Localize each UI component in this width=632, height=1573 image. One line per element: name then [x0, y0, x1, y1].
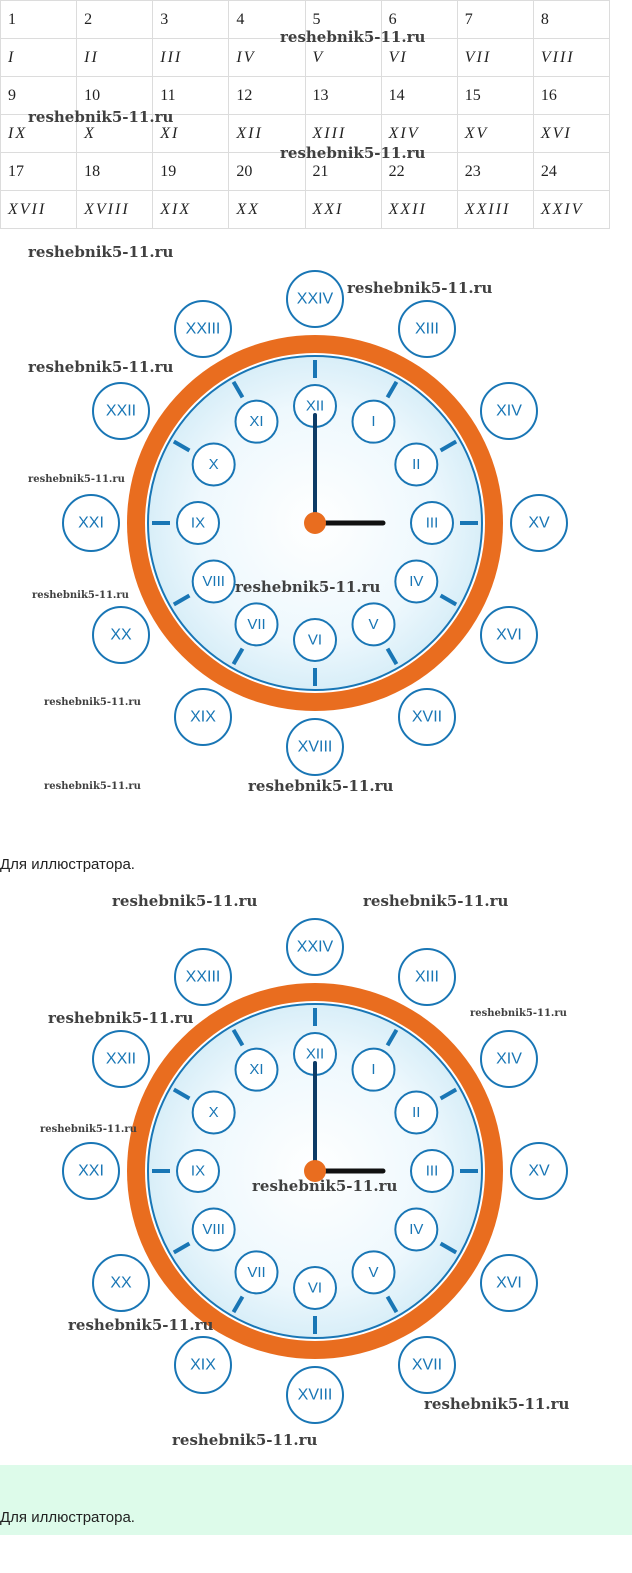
- table-cell: 11: [153, 77, 229, 115]
- table-cell: XIII: [305, 115, 381, 153]
- outer-numeral-label: XV: [528, 1162, 550, 1180]
- table-cell: V: [305, 39, 381, 77]
- watermark: reshebnik5-11.ru: [28, 358, 174, 376]
- table-cell: XXII: [381, 191, 457, 229]
- outer-numeral-label: XXI: [78, 514, 104, 532]
- table-cell: I: [1, 39, 77, 77]
- table-cell: XVI: [533, 115, 609, 153]
- inner-numeral-label: IX: [190, 514, 206, 532]
- watermark: reshebnik5-11.ru: [68, 1316, 214, 1334]
- inner-numeral-label: IV: [409, 1221, 424, 1238]
- outer-numeral-label: XXIV: [296, 290, 334, 308]
- table-cell: XVII: [1, 191, 77, 229]
- table-cell: XX: [229, 191, 305, 229]
- outer-numeral-label: XV: [528, 514, 550, 532]
- inner-numeral-label: X: [208, 1104, 219, 1121]
- table-row-roman: [1, 191, 610, 229]
- outer-numeral-label: XXII: [105, 1050, 137, 1068]
- outer-numeral-label: XVI: [496, 626, 522, 644]
- watermark: reshebnik5-11.ru: [44, 697, 141, 708]
- inner-numeral-label: VIII: [202, 573, 225, 590]
- outer-numeral-label: XX: [110, 1274, 132, 1292]
- table-cell: 20: [229, 153, 305, 191]
- inner-numeral-label: XI: [249, 413, 264, 431]
- table-cell: VI: [381, 39, 457, 77]
- table-cell: III: [153, 39, 229, 77]
- outer-numeral-label: XXI: [78, 1162, 104, 1180]
- inner-numeral-label: III: [425, 1162, 439, 1180]
- inner-numeral-label: VI: [307, 631, 323, 649]
- inner-numeral-label: V: [368, 615, 379, 633]
- table-cell: XIV: [381, 115, 457, 153]
- table-cell: 14: [381, 77, 457, 115]
- outer-numeral-label: XVIII: [297, 738, 333, 756]
- watermark: reshebnik5-11.ru: [424, 1395, 570, 1413]
- watermark: reshebnik5-11.ru: [248, 777, 394, 795]
- watermark: reshebnik5-11.ru: [280, 144, 426, 162]
- inner-numeral-label: XII: [305, 397, 325, 415]
- table-cell: 2: [77, 1, 153, 39]
- inner-numeral-label: VIII: [202, 1221, 225, 1238]
- watermark: reshebnik5-11.ru: [28, 108, 174, 126]
- table-cell: 13: [305, 77, 381, 115]
- outer-numeral-label: XXII: [105, 402, 137, 420]
- outer-numeral-label: XIII: [414, 320, 440, 338]
- outer-numeral-label: XVIII: [297, 1386, 333, 1404]
- inner-numeral-label: IV: [409, 573, 424, 590]
- table-cell: IV: [229, 39, 305, 77]
- watermark: reshebnik5-11.ru: [470, 1008, 567, 1019]
- table-cell: 18: [77, 153, 153, 191]
- watermark: reshebnik5-11.ru: [44, 781, 141, 792]
- outer-numeral-label: XVII: [411, 708, 443, 726]
- table-cell: 9: [1, 77, 77, 115]
- table-cell: 5: [305, 1, 381, 39]
- outer-numeral-label: XVII: [411, 1356, 443, 1374]
- inner-numeral-label: I: [371, 1061, 376, 1079]
- clock-center-pin: [304, 512, 326, 534]
- watermark: reshebnik5-11.ru: [347, 279, 493, 297]
- watermark: reshebnik5-11.ru: [363, 892, 509, 910]
- clock-face-svg: [40, 243, 600, 803]
- table-cell: XXIII: [457, 191, 533, 229]
- inner-numeral-label: XI: [249, 1061, 264, 1079]
- inner-numeral-label: X: [208, 456, 219, 473]
- inner-numeral-label: VII: [247, 615, 266, 633]
- outer-numeral-label: XIII: [414, 968, 440, 986]
- table-cell: VII: [457, 39, 533, 77]
- inner-numeral-label: XII: [305, 1045, 325, 1063]
- table-cell: XXI: [305, 191, 381, 229]
- table-cell: 7: [457, 1, 533, 39]
- watermark: reshebnik5-11.ru: [28, 474, 125, 485]
- watermark: reshebnik5-11.ru: [48, 1009, 194, 1027]
- inner-numeral-label: II: [412, 1104, 421, 1121]
- table-cell: 24: [533, 153, 609, 191]
- table-cell: 22: [381, 153, 457, 191]
- table-cell: 16: [533, 77, 609, 115]
- outer-numeral-label: XXIII: [185, 320, 221, 338]
- outer-numeral-label: XXIII: [185, 968, 221, 986]
- outer-numeral-label: XXIV: [296, 938, 334, 956]
- watermark: reshebnik5-11.ru: [40, 1124, 137, 1135]
- inner-numeral-label: V: [368, 1263, 379, 1281]
- table-cell: XV: [457, 115, 533, 153]
- inner-numeral-label: I: [371, 413, 376, 431]
- table-cell: 23: [457, 153, 533, 191]
- table-cell: X: [77, 115, 153, 153]
- table-cell: XI: [153, 115, 229, 153]
- table-cell: 4: [229, 1, 305, 39]
- inner-numeral-label: VI: [307, 1279, 323, 1297]
- table-cell: XVIII: [77, 191, 153, 229]
- clock-illustration-1: [40, 243, 600, 803]
- outer-numeral-label: XVI: [496, 1274, 522, 1292]
- outer-numeral-label: XX: [110, 626, 132, 644]
- table-cell: 10: [77, 77, 153, 115]
- table-cell: 6: [381, 1, 457, 39]
- clock-illustration-2: [40, 891, 600, 1451]
- outer-numeral-label: XIX: [190, 1356, 216, 1374]
- outer-numeral-label: XIX: [190, 708, 216, 726]
- watermark: reshebnik5-11.ru: [235, 578, 381, 596]
- inner-numeral-label: II: [412, 456, 421, 473]
- table-cell: 12: [229, 77, 305, 115]
- table-cell: VIII: [533, 39, 609, 77]
- caption-illustrator-2: Для иллюстратора.: [0, 1509, 135, 1526]
- watermark: reshebnik5-11.ru: [28, 243, 174, 261]
- watermark: reshebnik5-11.ru: [252, 1177, 398, 1195]
- table-cell: 21: [305, 153, 381, 191]
- inner-numeral-label: IX: [190, 1162, 206, 1180]
- table-cell: XII: [229, 115, 305, 153]
- table-cell: 3: [153, 1, 229, 39]
- outer-numeral-label: XIV: [496, 1050, 522, 1068]
- inner-numeral-label: III: [425, 514, 439, 532]
- table-cell: 19: [153, 153, 229, 191]
- watermark: reshebnik5-11.ru: [280, 28, 426, 46]
- table-cell: 8: [533, 1, 609, 39]
- clock-face-svg: [40, 891, 600, 1451]
- table-cell: IX: [1, 115, 77, 153]
- watermark: reshebnik5-11.ru: [32, 590, 129, 601]
- table-cell: 1: [1, 1, 77, 39]
- watermark: reshebnik5-11.ru: [112, 892, 258, 910]
- table-cell: II: [77, 39, 153, 77]
- table-cell: 15: [457, 77, 533, 115]
- table-cell: XIX: [153, 191, 229, 229]
- watermark: reshebnik5-11.ru: [172, 1431, 318, 1449]
- caption-illustrator-1: Для иллюстратора.: [0, 856, 135, 873]
- table-cell: XXIV: [533, 191, 609, 229]
- outer-numeral-label: XIV: [496, 402, 522, 420]
- table-cell: 17: [1, 153, 77, 191]
- inner-numeral-label: VII: [247, 1263, 266, 1281]
